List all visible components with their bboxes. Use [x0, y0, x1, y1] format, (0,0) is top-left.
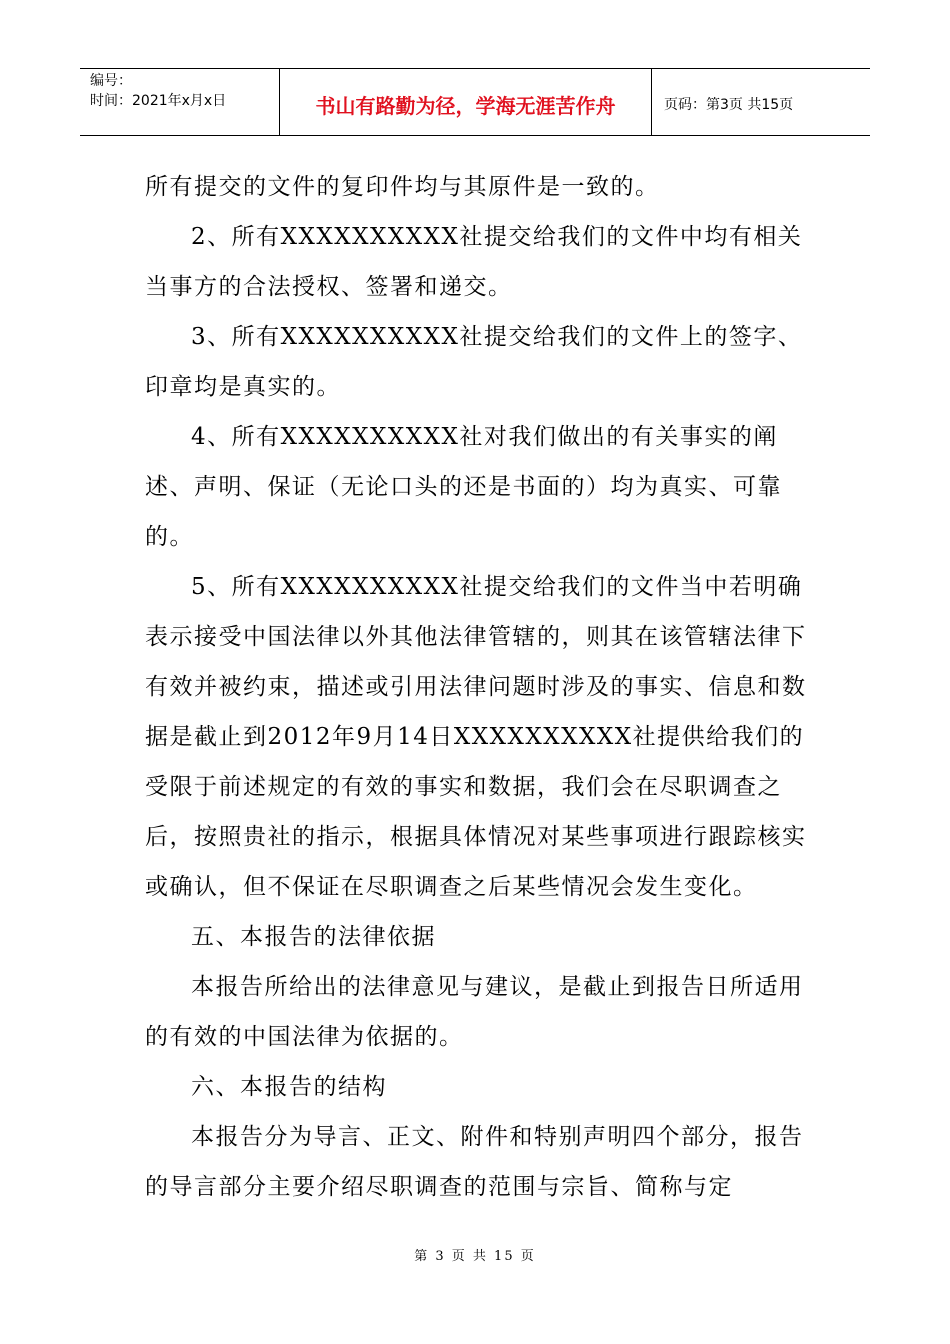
time-label: 时间：2021年x月x日 [90, 93, 227, 109]
paragraph: 本报告所给出的法律意见与建议，是截止到报告日所适用的有效的中国法律为依据的。 [145, 974, 804, 1050]
section-heading: 六、本报告的结构 [191, 1074, 387, 1100]
document-body [145, 162, 810, 1212]
number-label: 编号： [90, 73, 132, 89]
paragraph: 本报告分为导言、正文、附件和特别声明四个部分，报告的导言部分主要介绍尽职调查的范围与宗旨、简称与定 [145, 1124, 804, 1200]
header-motto: 书山有路勤为径，学海无涯苦作舟 [280, 69, 652, 135]
paragraph: 5、所有XXXXXXXXXX社提交给我们的文件当中若明确表示接受中国法律以外其他法律管辖的，则其在该管辖法律下有效并被约束，描述或引用法律问题时涉及的事实、信息和数据是截止到2012年9月14日XXXXXXXXXX社提供给我们的受限于前述规定的有效的事实和数据，我们会在尽职调查之后，按照贵社的指示，根据具体情况对某些事项进行跟踪核实或确认，但不保证在尽职调查之后某些情况会发生变化。 [145, 574, 807, 900]
page-header [80, 68, 870, 136]
section-heading: 五、本报告的法律依据 [191, 924, 436, 950]
header-page-info: 页码：第3页 共15页 [664, 97, 794, 113]
paragraph: 2、所有XXXXXXXXXX社提交给我们的文件中均有相关当事方的合法授权、签署和递交。 [145, 224, 803, 300]
paragraph: 所有提交的文件的复印件均与其原件是一致的。 [145, 174, 660, 200]
paragraph: 3、所有XXXXXXXXXX社提交给我们的文件上的签字、印章均是真实的。 [145, 324, 803, 400]
header-meta [80, 69, 280, 135]
paragraph: 4、所有XXXXXXXXXX社对我们做出的有关事实的阐述、声明、保证（无论口头的还是书面的）均为真实、可靠的。 [145, 424, 782, 550]
page-footer: 第 3 页 共 15 页 [414, 1249, 536, 1264]
